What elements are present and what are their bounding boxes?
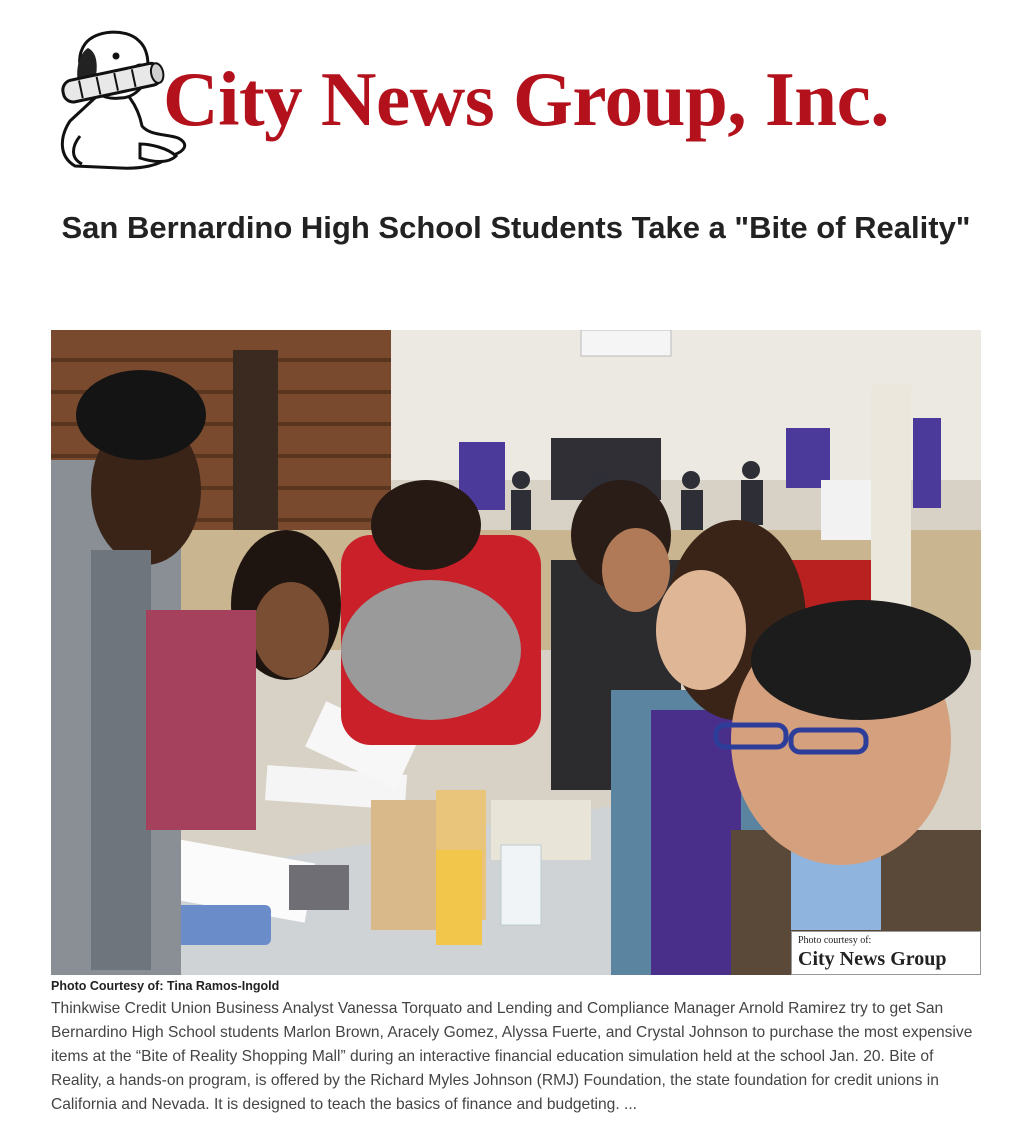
article-photo: [51, 330, 981, 975]
article-caption: Thinkwise Credit Union Business Analyst Vanessa Torquato and Lending and Compliance Manager Arnold Ramirez try to get San Bernardino High School students Marlon Brown, Aracely Gomez, Alyssa Fuerte, and Crystal Johnson to purchase the most expensive items at the “Bite of Reality Shopping Mall” during an interactive financial education simulation held at the school Jan. 20. Bite of Reality, a hands-on program, is offered by the Richard Myles Johnson (RMJ) Foundation, the state foundation for credit unions in California and Nevada. It is designed to teach the basics of finance and budgeting. ...: [51, 1000, 973, 1113]
photo-illustration: [51, 330, 981, 975]
article-headline[interactable]: San Bernardino High School Students Take a "Bite of Reality": [61, 210, 971, 245]
photo-credit-badge-label: Photo courtesy of:: [798, 935, 872, 946]
site-title[interactable]: City News Group, Inc.: [163, 56, 890, 142]
photo-credit-badge: [791, 931, 981, 975]
photo-credit-badge-name: City News Group: [798, 948, 947, 970]
photo-credit: Photo Courtesy of: Tina Ramos-Ingold: [51, 979, 280, 993]
masthead: [50, 26, 980, 176]
